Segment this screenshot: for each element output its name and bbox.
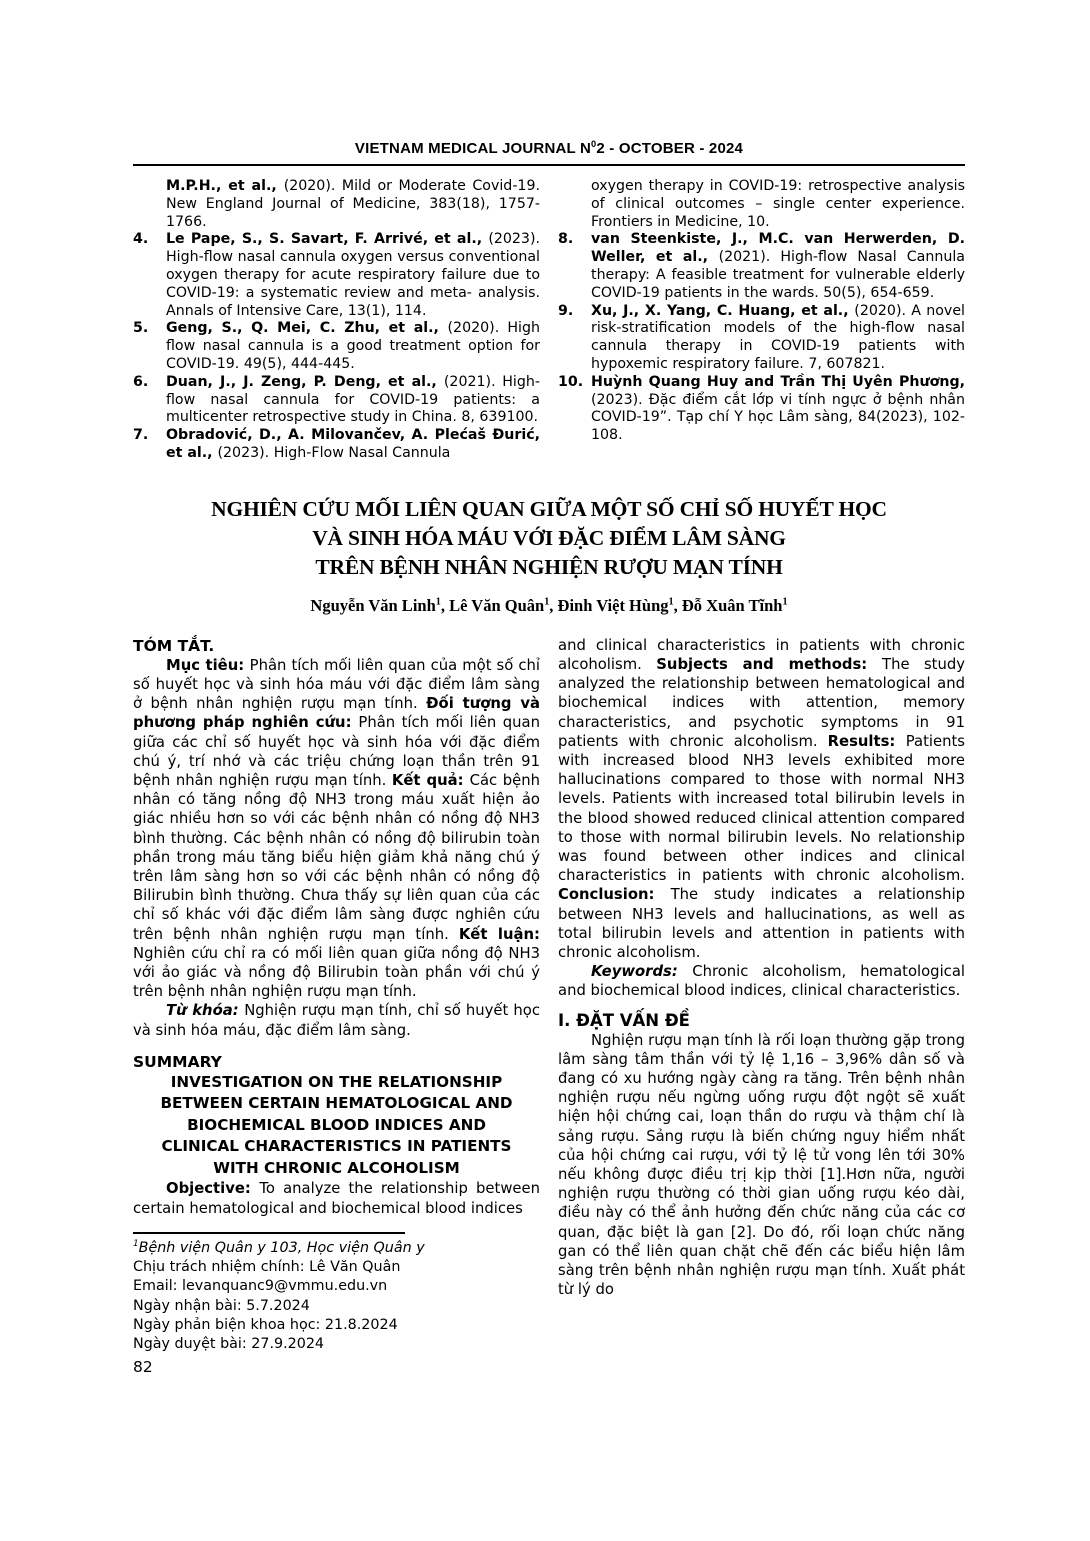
reference-item (558, 374, 965, 445)
reference-item (558, 178, 965, 231)
summary-continuation-paragraph: and clinical characteristics in patients with chronic alcoholism. Subjects and methods: The study analyzed the relationship between hematological and biochemical indices with attention, memory characteristics, and psychotic symptoms in 91 patients with chronic alcoholism. Results: Patients with increased blood NH3 levels exhibited more hallucinations compared to those with normal NH3 levels. Patients with increased total bilirubin levels in the blood showed reduced clinical attention compared to those with normal bilirubin levels. No relationship was found between other indices and clinical characteristics in patients with chronic alcoholism. Conclusion: The study indicates a relationship between NH3 levels and hallucinations, as well as total bilirubin levels and attention in patients with chronic alcoholism. (558, 636, 966, 961)
reference-text: oxygen therapy in COVID-19: retrospective analysis of clinical outcomes – single center experience. Frontiers in Medicine, 10. (591, 178, 965, 230)
references-section (133, 178, 965, 463)
intro-heading: I. ĐẶT VẤN ĐỀ (558, 1010, 690, 1030)
footnote-line: Chịu trách nhiệm chính: Lê Văn Quân (133, 1259, 401, 1276)
summary-title-line: WITH CHRONIC ALCOHOLISM (213, 1158, 460, 1177)
article-title (133, 495, 965, 582)
footnote-line: Ngày nhận bài: 5.7.2024 (133, 1297, 310, 1314)
journal-header: VIETNAM MEDICAL JOURNAL $N^02$ - OCTOBER - 2024 (133, 140, 965, 166)
reference-item (133, 427, 540, 463)
reference-text: Xu, J., X. Yang, C. Huang, et al., (2020). A novel risk-stratification models of the high-flow nasal cannula therapy in COVID-19 patients with hypoxemic respiratory failure. 7, 607821. (591, 302, 965, 372)
reference-item (558, 303, 965, 374)
footnote-line: Email: levanquanc9@vmmu.edu.vn (133, 1278, 388, 1295)
references-column-left (133, 178, 540, 463)
references-column-right (558, 178, 965, 463)
abstract-keywords: Từ khóa: Nghiện rượu mạn tính, chỉ số huyết học và sinh hóa máu, đặc điểm lâm sàng. (133, 1002, 541, 1039)
footnote-affiliation: $^1$Bệnh viện Quân y 103, Học viện Quân y (133, 1238, 425, 1256)
reference-number: 9. (558, 302, 574, 319)
summary-title-line: BIOCHEMICAL BLOOD INDICES AND (187, 1115, 486, 1134)
reference-item (133, 231, 540, 320)
summary-heading: SUMMARY (133, 1052, 222, 1071)
footnote (133, 1232, 540, 1355)
reference-item (133, 178, 540, 231)
reference-number: 4. (133, 231, 149, 248)
reference-text: van Steenkiste, J., M.C. van Herwerden, D. Weller, et al., (2021). High-flow Nasal Cannula therapy: A feasible treatment for vulnerable elderly COVID-19 patients in the wards. 50(5), 654-659. (591, 231, 965, 301)
reference-text: M.P.H., et al., (2020). Mild or Moderate Covid-19. New England Journal of Medicine, 383(18), 1757-1766. (166, 178, 540, 230)
body-column-left (133, 636, 540, 1355)
summary-title (133, 1072, 540, 1180)
summary-keywords: Keywords: Chronic alcoholism, hematological and biochemical blood indices, clinical characteristics. (558, 963, 965, 1000)
summary-title-line: INVESTIGATION ON THE RELATIONSHIP (170, 1072, 503, 1091)
body-columns (133, 636, 965, 1355)
summary-title-line: CLINICAL CHARACTERISTICS IN PATIENTS (161, 1137, 512, 1156)
abstract-heading: TÓM TẮT. (133, 636, 215, 655)
reference-text: Duan, J., J. Zeng, P. Deng, et al., (2021). High-flow nasal cannula for COVID-19 patients: a multicenter retrospective study in China. 8, 639100. (166, 373, 540, 426)
reference-number: 10. (558, 373, 584, 390)
article-title-line: TRÊN BỆNH NHÂN NGHIỆN RƯỢU MẠN TÍNH (315, 554, 783, 579)
reference-number: 8. (558, 231, 574, 248)
page-content (133, 140, 965, 1355)
reference-item (133, 374, 540, 427)
reference-text: Huỳnh Quang Huy and Trần Thị Uyên Phương, (2023). Đặc điểm cắt lớp vi tính ngực ở bệnh nhân COVID-19”. Tạp chí Y học Lâm sàng, 84(2023), 102-108. (591, 373, 965, 444)
reference-number: 5. (133, 320, 149, 337)
objective-paragraph: Objective: To analyze the relationship between certain hematological and biochemical blood indices (133, 1180, 541, 1217)
article-title-line: VÀ SINH HÓA MÁU VỚI ĐẶC ĐIỂM LÂM SÀNG (312, 525, 786, 550)
abstract-paragraph: Mục tiêu: Phân tích mối liên quan của một số chỉ số huyết học và sinh hóa máu với đặc điểm lâm sàng ở bệnh nhân nghiện rượu mạn tính. Đối tượng và phương pháp nghiên cứu: Phân tích mối liên quan giữa các chỉ số huyết học và sinh hóa với đặc điểm chú ý, trí nhớ và các triệu chứng loạn thần trên 91 bệnh nhân nghiện rượu mạn tính. Kết quả: Các bệnh nhân có tăng nồng độ NH3 trong máu xuất hiện ảo giác nhiều hơn so với các bệnh nhân có nồng độ NH3 bình thường. Các bệnh nhân có nồng độ bilirubin toàn phần trong máu tăng biểu hiện giảm khả năng chú ý trên lâm sàng hơn so với các bệnh nhân có nồng độ Bilirubin bình thường. Chưa thấy sự liên quan của các chỉ số khác với đặc điểm lâm sàng được nghiên cứu trên bệnh nhân nghiện rượu mạn tính. Kết luận: Nghiên cứu chỉ ra có mối liên quan giữa nồng độ NH3 với ảo giác và nồng độ Bilirubin toàn phần với chú ý trên bệnh nhân nghiện rượu mạn tính. (133, 656, 540, 1001)
reference-text: Geng, S., Q. Mei, C. Zhu, et al., (2020). High flow nasal cannula is a good treatment option for COVID-19. 49(5), 444-445. (166, 320, 540, 372)
intro-paragraph: Nghiện rượu mạn tính là rối loạn thường gặp trong lâm sàng tâm thần với tỷ lệ 1,16 – 3,96% dân số và đang có xu hướng ngày càng ra tăng. Trên bệnh nhân nghiện rượu nếu ngừng uống rượu đột ngột sẽ xuất hiện hội chứng cai, loạn thần do rượu và thậm chí là sảng rượu. Sảng rượu là biến chứng nguy hiểm nhất của hội chứng cai rượu, với tỷ lệ tử vong lên tới 30% nếu không được điều trị kịp thời [1].Hơn nữa, người nghiện rượu thường có thời gian uống rượu kéo dài, điều này có thể ảnh hưởng đến chức năng của các cơ quan, đặc biệt là gan [2]. Do đó, rối loạn chức năng gan có thể liên quan chặt chẽ đến các biểu hiện lâm sàng trên bệnh nhân nghiện rượu mạn tính. Xuất phát từ lý do (558, 1031, 965, 1299)
reference-text: Obradović, D., A. Milovančev, A. Plećaš Đurić, et al., (2023). High-Flow Nasal Cannula (166, 427, 540, 461)
reference-number: 6. (133, 373, 149, 390)
reference-item (133, 320, 540, 373)
footnote-line: Ngày duyệt bài: 27.9.2024 (133, 1336, 325, 1353)
reference-text: Le Pape, S., S. Savart, F. Arrivé, et al., (2023). High-flow nasal cannula oxygen versus conventional oxygen therapy for acute respiratory failure due to COVID-19: a systematic review and meta- analysis. Annals of Intensive Care, 13(1), 114. (166, 231, 540, 319)
reference-number: 7. (133, 427, 149, 444)
article-title-line: NGHIÊN CỨU MỐI LIÊN QUAN GIỮA MỘT SỐ CHỈ SỐ HUYẾT HỌC (211, 496, 887, 521)
summary-title-line: BETWEEN CERTAIN HEMATOLOGICAL AND (160, 1094, 513, 1113)
footnote-line: Ngày phản biện khoa học: 21.8.2024 (133, 1316, 398, 1333)
page-number: 82 (133, 1358, 153, 1376)
authors-line: Nguyễn Văn Linh$^1$, Lê Văn Quân$^1$, Đinh Việt Hùng$^1$, Đỗ Xuân Tĩnh$^1$ (310, 595, 788, 615)
reference-item (558, 231, 965, 302)
body-column-right (558, 636, 965, 1355)
footnote-rule (133, 1232, 405, 1234)
